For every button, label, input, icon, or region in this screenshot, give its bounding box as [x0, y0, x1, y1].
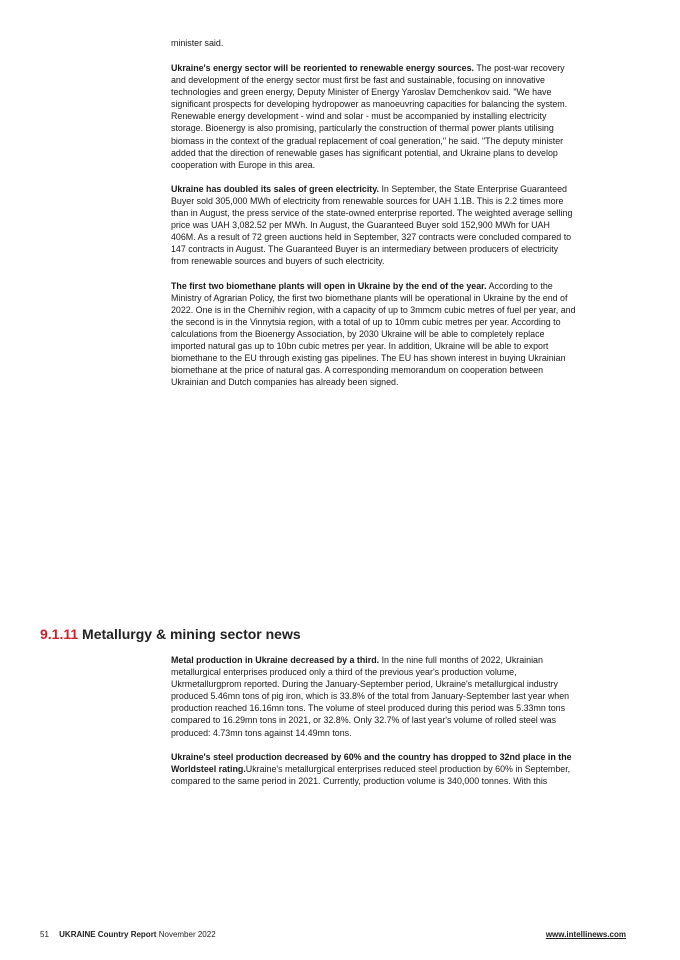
section-title: Metallurgy & mining sector news: [82, 626, 301, 642]
footer-left: [40, 930, 216, 939]
article-metal-production: [171, 654, 576, 739]
section-number: 9.1.11: [40, 626, 79, 642]
top-articles: [171, 62, 576, 400]
article-body: Ukraine's metallurgical enterprises reduced steel production by 60% in September, compared to the same period in 2021. Currently, production volume is 340,000 tonnes. With this: [171, 763, 571, 786]
continuation-text: minister said.: [171, 38, 224, 48]
article-headline: Metal production in Ukraine decreased by a third.: [171, 655, 380, 665]
article-energy-reorientation: [171, 62, 576, 171]
article-green-electricity: [171, 183, 576, 268]
article-headline: Ukraine's steel production decreased by 60% and the country has dropped to 32nd place in the Worldsteel rating.: [171, 751, 572, 774]
page-number: 51: [40, 930, 49, 939]
article-headline: Ukraine's energy sector will be reoriented to renewable energy sources.: [171, 63, 474, 73]
report-date: November 2022: [158, 930, 216, 939]
article-biomethane-plants: [171, 280, 576, 389]
article-body: In September, the State Enterprise Guaranteed Buyer sold 305,000 MWh of electricity from renewable sources for UAH 1.1B. This is 2.2 times more than in August, the press service of the state-owned enterprise reported. The weighted average selling price was UAH 3,082.52 per MWh. In August, the Guaranteed Buyer sold 152,900 MWh for UAH 406M. As a result of 72 green auctions held in September, 327 contracts were concluded compared to 147 contracts in August. The Guaranteed Buyer is an intermediary between producers of electricity from renewable sources and buyers of such electricity.: [171, 183, 573, 267]
article-headline: Ukraine has doubled its sales of green electricity.: [171, 183, 379, 194]
website-link[interactable]: www.intellinews.com: [545, 930, 626, 939]
bottom-articles: [171, 654, 576, 799]
article-body: The post-war recovery and development of the energy sector must first be fast and sustainable, focusing on innovative technologies and green energy, Deputy Minister of Energy Yaroslav Demchenkov said. "We have significant prospects for developing hydropower as manoeuvring capacities for balancing the system. Renewable energy development - wind and solar - must be accompanied by installing electricity storage. Bioenergy is also promising, particularly the construction of thermal power plants utilising biomass in the context of the gradual replacement of coal generation," he said. "The deputy minister added that the direction of renewable gases has significant potential, and Ukraine plans to develop cooperation with Europe in this area.: [171, 63, 568, 170]
article-body: In the nine full months of 2022, Ukrainian metallurgical enterprises produced only a third of the previous year's production volume, Ukrmetallurgprom reported. During the January-September period, Ukraine's metallurgical industry produced 5.46mn tons of pig iron, which is 33.8% of the total from January-September last year when production reached 16.16mn tons. The volume of steel produced during this period was 5.33mn tons compared to 16.29mn tons in 2021, or 32.8%. Only 32.7% of last year's volume of rolled steel was produced: 4.73mn tons against 14.49mn tons.: [171, 655, 570, 738]
article-headline: The first two biomethane plants will open in Ukraine by the end of the year.: [171, 280, 487, 291]
section-heading: [40, 626, 301, 642]
report-title: UKRAINE Country Report: [59, 930, 157, 939]
article-steel-production: [171, 751, 576, 787]
article-body: According to the Ministry of Agrarian Policy, the first two biomethane plants will be operational in Ukraine by the end of 2022. One is in the Chernihiv region, with a capacity of up to 3mmcm cubic metres of fuel per year, and the second is in the Vinnytsia region, with a total of up to 10mm cubic metres per year. According to calculations from the Bioenergy Association, by 2030 Ukraine will be able to completely replace imported natural gas up to 10bn cubic metres per year. In addition, Ukraine will be able to export biomethane to the EU through existing gas pipelines. The EU has shown interest in buying Ukrainian biomethane at the price of natural gas. A corresponding memorandum on cooperation between Ukrainian and Dutch companies has already been signed.: [171, 280, 576, 388]
